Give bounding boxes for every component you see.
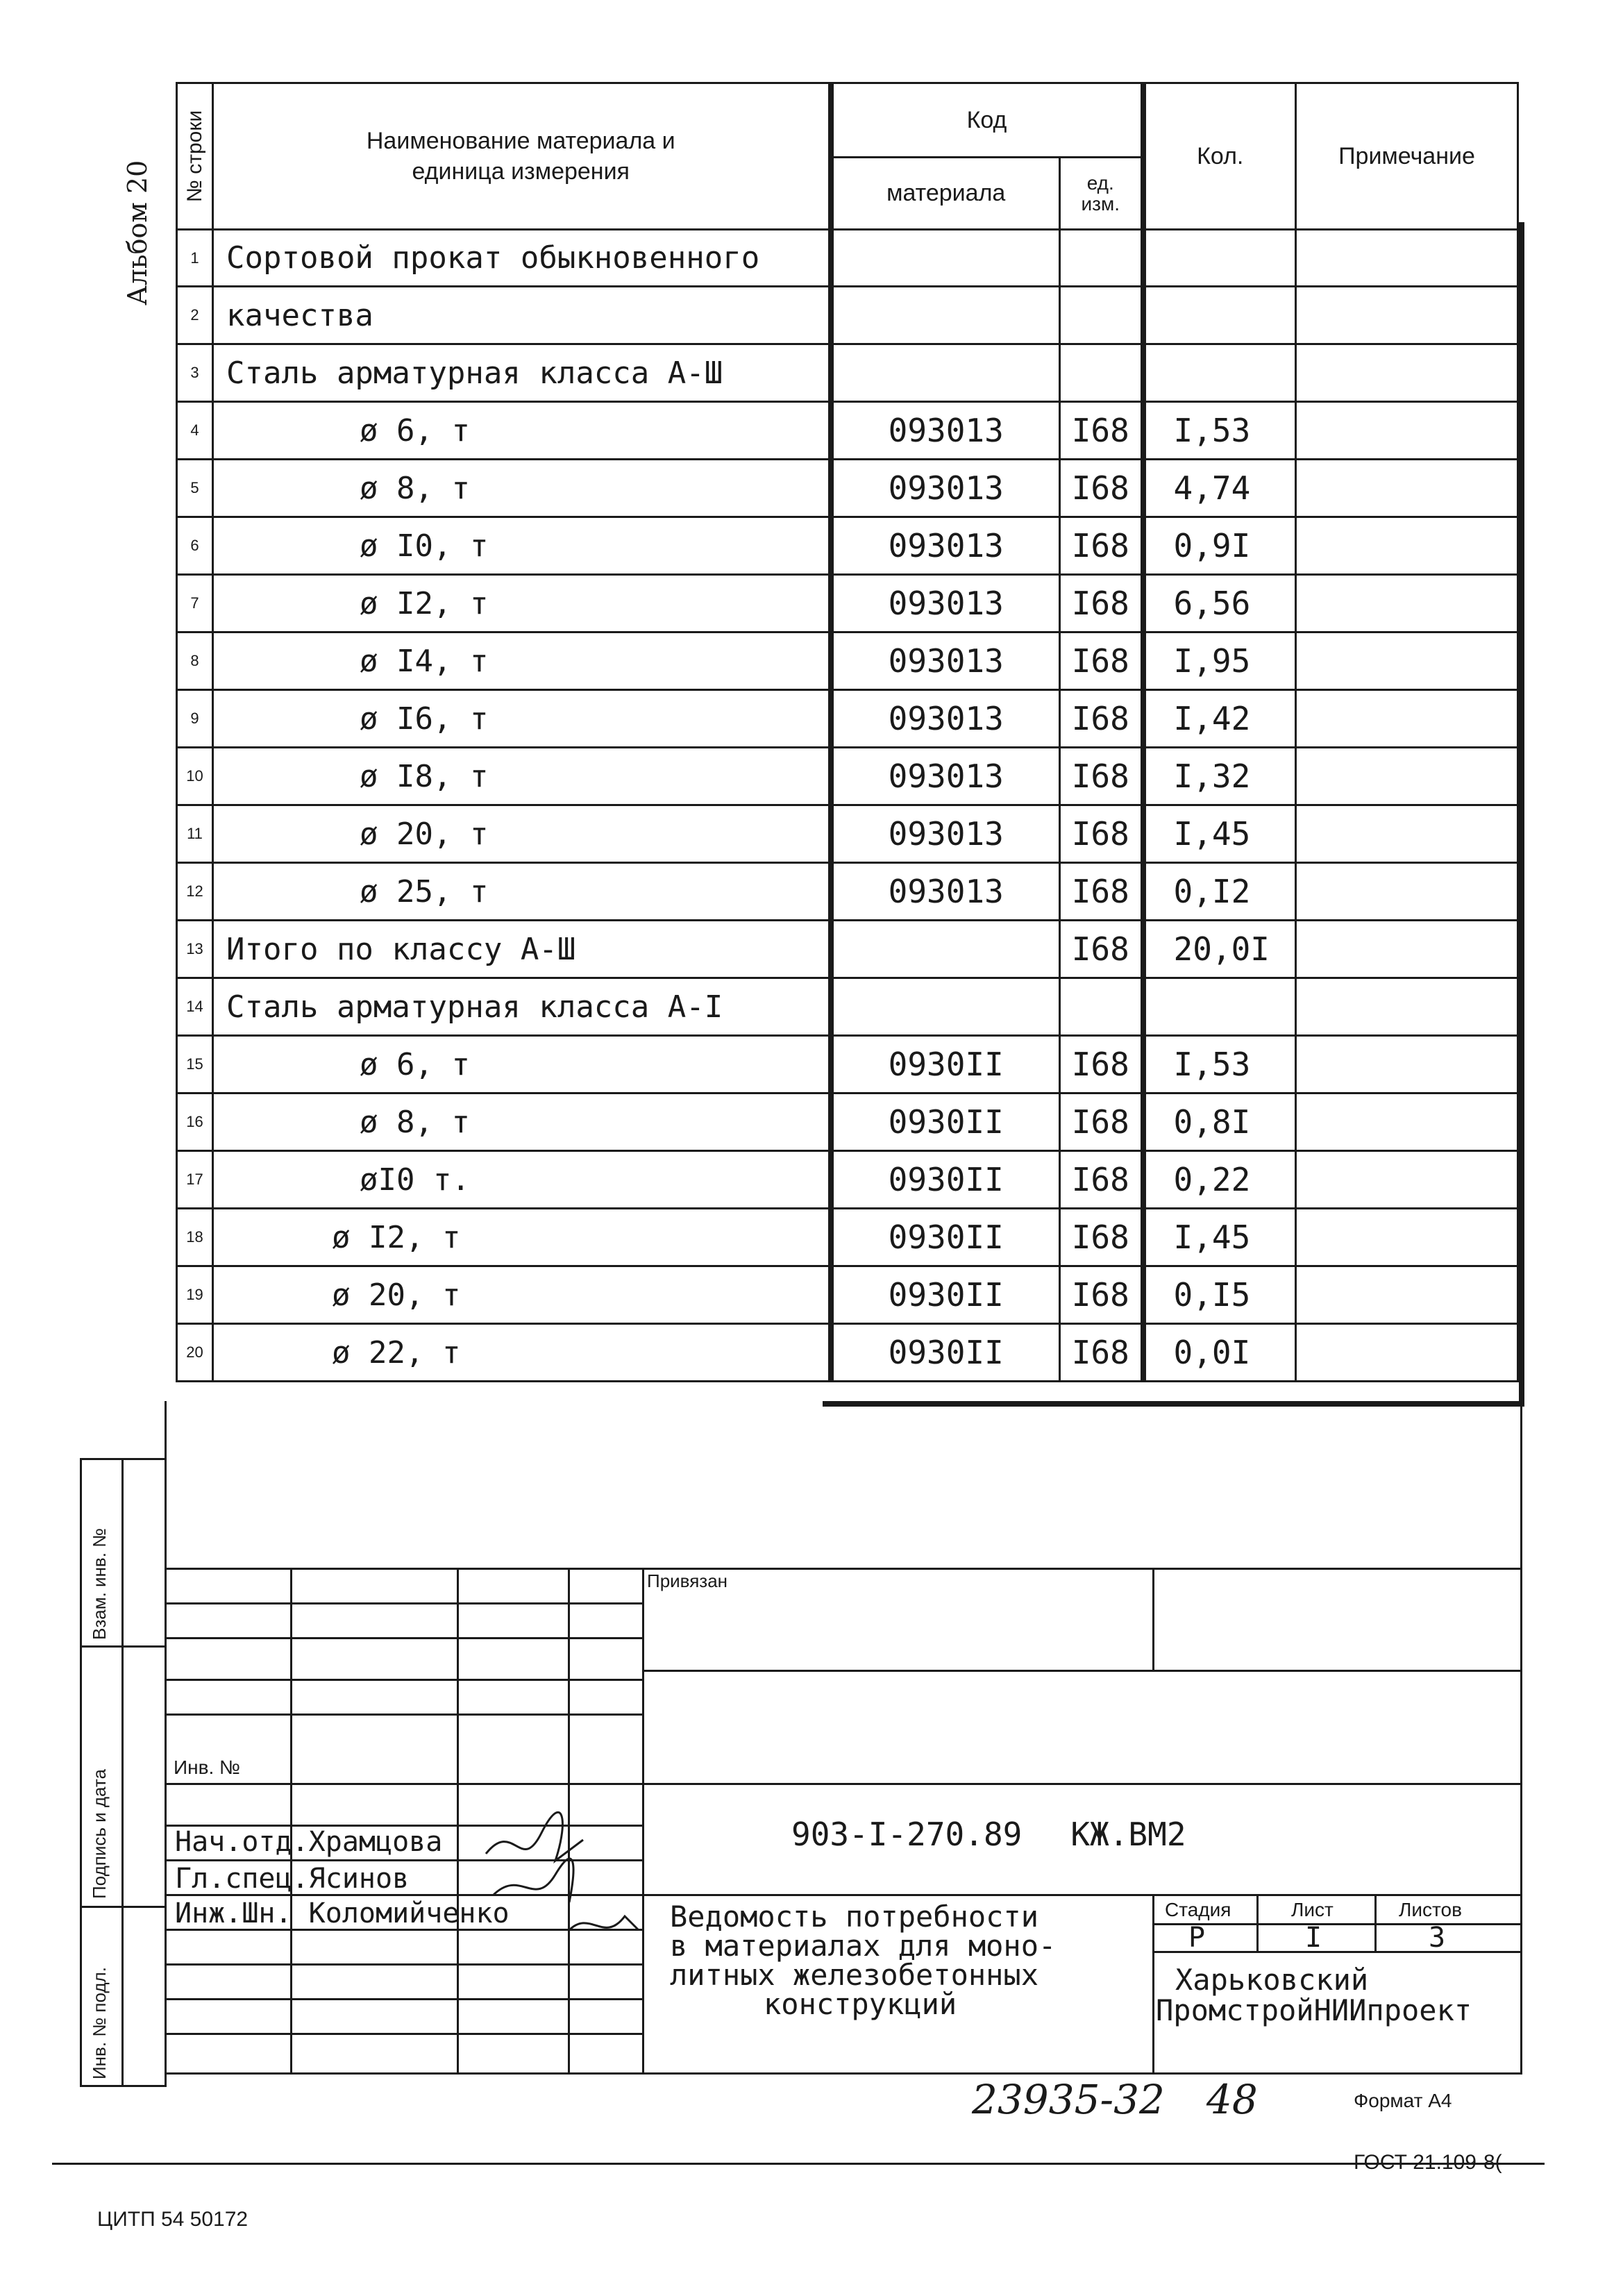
header-code-material: материала bbox=[831, 158, 1060, 230]
table-row bbox=[177, 460, 1518, 517]
row-number: 5 bbox=[177, 460, 213, 517]
material-name: ø I6, т bbox=[213, 690, 831, 748]
quantity: 0,22 bbox=[1143, 1151, 1296, 1209]
row-number: 11 bbox=[177, 805, 213, 863]
quantity bbox=[1143, 344, 1296, 402]
materials-table bbox=[176, 82, 1519, 1382]
unit-code: I68 bbox=[1060, 1036, 1143, 1093]
material-code: 093013 bbox=[831, 575, 1060, 632]
inv-no-label: Инв. № bbox=[174, 1757, 241, 1778]
note bbox=[1296, 344, 1518, 402]
unit-code: I68 bbox=[1060, 632, 1143, 690]
material-name: ø I0, т bbox=[213, 517, 831, 575]
quantity: I,45 bbox=[1143, 805, 1296, 863]
header-code-unit: ед. изм. bbox=[1060, 158, 1143, 230]
quantity bbox=[1143, 230, 1296, 287]
table-row bbox=[177, 517, 1518, 575]
table-row bbox=[177, 402, 1518, 460]
note bbox=[1296, 632, 1518, 690]
quantity: 6,56 bbox=[1143, 575, 1296, 632]
material-name: ø 6, т bbox=[213, 1036, 831, 1093]
material-name: ø I8, т bbox=[213, 748, 831, 805]
unit-code: I68 bbox=[1060, 517, 1143, 575]
material-name: ø I2, т bbox=[213, 575, 831, 632]
header-row-no: № строки bbox=[177, 83, 213, 230]
note bbox=[1296, 1266, 1518, 1324]
row-number: 14 bbox=[177, 978, 213, 1036]
material-code: 093013 bbox=[831, 402, 1060, 460]
unit-code: I68 bbox=[1060, 1151, 1143, 1209]
material-name: ø 20, т bbox=[213, 805, 831, 863]
material-code bbox=[831, 287, 1060, 344]
row-number: 1 bbox=[177, 230, 213, 287]
quantity: I,42 bbox=[1143, 690, 1296, 748]
stamp-div-2 bbox=[80, 1906, 167, 1908]
note bbox=[1296, 978, 1518, 1036]
unit-code bbox=[1060, 230, 1143, 287]
material-code bbox=[831, 921, 1060, 978]
table-row bbox=[177, 1036, 1518, 1093]
material-name: качества bbox=[213, 287, 831, 344]
row-number: 8 bbox=[177, 632, 213, 690]
unit-code: I68 bbox=[1060, 863, 1143, 921]
material-name: ø 8, т bbox=[213, 1093, 831, 1151]
table-row bbox=[177, 1209, 1518, 1266]
material-name: ø I4, т bbox=[213, 632, 831, 690]
material-name: Сталь арматурная класса А-I bbox=[213, 978, 831, 1036]
album-label: Альбом 20 bbox=[122, 160, 153, 305]
unit-code: I68 bbox=[1060, 805, 1143, 863]
table-row bbox=[177, 921, 1518, 978]
tb-frame-right bbox=[1520, 1401, 1522, 2073]
note bbox=[1296, 1324, 1518, 1382]
sheets-label: Листов bbox=[1399, 1899, 1462, 1920]
tb-frame-left bbox=[165, 1401, 167, 2087]
unit-code: I68 bbox=[1060, 690, 1143, 748]
material-code bbox=[831, 230, 1060, 287]
material-code: 0930II bbox=[831, 1036, 1060, 1093]
material-code: 093013 bbox=[831, 632, 1060, 690]
material-code: 093013 bbox=[831, 805, 1060, 863]
header-note: Примечание bbox=[1296, 83, 1518, 230]
quantity: I,45 bbox=[1143, 1209, 1296, 1266]
table-row bbox=[177, 632, 1518, 690]
podpis-data-label: Подпись и дата bbox=[89, 1768, 110, 1899]
table-row bbox=[177, 748, 1518, 805]
signatures bbox=[472, 1791, 653, 1951]
note bbox=[1296, 1093, 1518, 1151]
row-number: 16 bbox=[177, 1093, 213, 1151]
row-number: 15 bbox=[177, 1036, 213, 1093]
stamp-div-1 bbox=[80, 1645, 167, 1648]
row-number: 19 bbox=[177, 1266, 213, 1324]
quantity: 0,I2 bbox=[1143, 863, 1296, 921]
row-number: 6 bbox=[177, 517, 213, 575]
unit-code: I68 bbox=[1060, 1324, 1143, 1382]
row-number: 10 bbox=[177, 748, 213, 805]
row-number: 20 bbox=[177, 1324, 213, 1382]
row-number: 17 bbox=[177, 1151, 213, 1209]
table-row bbox=[177, 344, 1518, 402]
material-name: ø I2, т bbox=[213, 1209, 831, 1266]
quantity: I,53 bbox=[1143, 1036, 1296, 1093]
quantity: 0,9I bbox=[1143, 517, 1296, 575]
material-name: ø 25, т bbox=[213, 863, 831, 921]
footer-right: ГОСТ 21.109-8( bbox=[1354, 2151, 1502, 2174]
quantity: 4,74 bbox=[1143, 460, 1296, 517]
quantity: I,53 bbox=[1143, 402, 1296, 460]
table-row bbox=[177, 1266, 1518, 1324]
unit-code: I68 bbox=[1060, 1093, 1143, 1151]
table-bottom-rule bbox=[823, 1401, 1524, 1407]
note bbox=[1296, 1151, 1518, 1209]
material-code: 0930II bbox=[831, 1209, 1060, 1266]
material-name: Итого по классу А-Ш bbox=[213, 921, 831, 978]
material-code: 0930II bbox=[831, 1151, 1060, 1209]
row-number: 12 bbox=[177, 863, 213, 921]
vzam-inv-label: Взам. инв. № bbox=[89, 1527, 110, 1640]
table-row bbox=[177, 863, 1518, 921]
footer-rule bbox=[52, 2163, 1545, 2165]
table-row bbox=[177, 690, 1518, 748]
table-row bbox=[177, 978, 1518, 1036]
quantity: 0,8I bbox=[1143, 1093, 1296, 1151]
unit-code bbox=[1060, 978, 1143, 1036]
doc-code: 903-I-270.89 КЖ.ВМ2 bbox=[791, 1816, 1186, 1853]
material-code: 0930II bbox=[831, 1266, 1060, 1324]
row-number: 18 bbox=[177, 1209, 213, 1266]
unit-code: I68 bbox=[1060, 460, 1143, 517]
quantity bbox=[1143, 978, 1296, 1036]
stamp-bottom bbox=[80, 2085, 167, 2087]
archive-number: 23935-32 48 bbox=[972, 2076, 1258, 2123]
quantity: I,32 bbox=[1143, 748, 1296, 805]
table-row bbox=[177, 287, 1518, 344]
note bbox=[1296, 921, 1518, 978]
note bbox=[1296, 805, 1518, 863]
format-label: Формат А4 bbox=[1354, 2090, 1452, 2111]
sheet-value: I bbox=[1305, 1922, 1322, 1954]
tb-frame-bottom bbox=[165, 2072, 1522, 2075]
org-name: Харьковский ПромстройНИИпроект bbox=[1156, 1963, 1472, 2028]
quantity: 0,0I bbox=[1143, 1324, 1296, 1382]
inzh: Инж.Шн. Коломийченко bbox=[175, 1897, 510, 1929]
table-row bbox=[177, 230, 1518, 287]
unit-code: I68 bbox=[1060, 402, 1143, 460]
unit-code: I68 bbox=[1060, 1209, 1143, 1266]
footer-left: ЦИТП 54 50172 bbox=[97, 2208, 249, 2231]
material-code: 093013 bbox=[831, 460, 1060, 517]
material-code: 093013 bbox=[831, 863, 1060, 921]
unit-code: I68 bbox=[1060, 575, 1143, 632]
table-row bbox=[177, 1151, 1518, 1209]
unit-code: I68 bbox=[1060, 1266, 1143, 1324]
row-number: 3 bbox=[177, 344, 213, 402]
row-number: 9 bbox=[177, 690, 213, 748]
row-number: 13 bbox=[177, 921, 213, 978]
material-code: 0930II bbox=[831, 1093, 1060, 1151]
note bbox=[1296, 690, 1518, 748]
stamp-inner-border bbox=[121, 1458, 124, 2086]
material-code: 0930II bbox=[831, 1324, 1060, 1382]
header-qty: Кол. bbox=[1143, 83, 1296, 230]
note bbox=[1296, 1036, 1518, 1093]
row-number: 2 bbox=[177, 287, 213, 344]
table-row bbox=[177, 1093, 1518, 1151]
material-name: Сталь арматурная класса А-Ш bbox=[213, 344, 831, 402]
stamp-left-border bbox=[80, 1458, 82, 2086]
material-code: 093013 bbox=[831, 517, 1060, 575]
note bbox=[1296, 575, 1518, 632]
note bbox=[1296, 863, 1518, 921]
sheets-value: 3 bbox=[1429, 1922, 1446, 1954]
material-code: 093013 bbox=[831, 748, 1060, 805]
privyazan-label: Привязан bbox=[647, 1570, 728, 1591]
quantity: 20,0I bbox=[1143, 921, 1296, 978]
table-row bbox=[177, 1324, 1518, 1382]
sheet-label: Лист bbox=[1291, 1899, 1334, 1920]
note bbox=[1296, 748, 1518, 805]
material-name: ø 20, т bbox=[213, 1266, 831, 1324]
quantity bbox=[1143, 287, 1296, 344]
unit-code bbox=[1060, 287, 1143, 344]
note bbox=[1296, 402, 1518, 460]
row-number: 7 bbox=[177, 575, 213, 632]
note bbox=[1296, 517, 1518, 575]
material-name: ø 6, т bbox=[213, 402, 831, 460]
stage-label: Стадия bbox=[1165, 1899, 1231, 1920]
material-code: 093013 bbox=[831, 690, 1060, 748]
unit-code: I68 bbox=[1060, 921, 1143, 978]
table-row bbox=[177, 805, 1518, 863]
header-code: Код bbox=[831, 83, 1143, 158]
inv-podl-label: Инв. № подл. bbox=[89, 1967, 110, 2079]
material-name: øI0 т. bbox=[213, 1151, 831, 1209]
note bbox=[1296, 1209, 1518, 1266]
note bbox=[1296, 287, 1518, 344]
material-name: ø 22, т bbox=[213, 1324, 831, 1382]
quantity: 0,I5 bbox=[1143, 1266, 1296, 1324]
unit-code bbox=[1060, 344, 1143, 402]
gl-spec: Гл.спец.Ясинов bbox=[175, 1863, 410, 1895]
stamp-top bbox=[80, 1458, 167, 1460]
stage-value: Р bbox=[1188, 1922, 1206, 1954]
header-name: Наименование материала и единица измерения bbox=[213, 83, 831, 230]
material-code bbox=[831, 978, 1060, 1036]
doc-title: Ведомость потребности в материалах для моно- литных железобетонных конструкций bbox=[670, 1900, 1057, 2021]
note bbox=[1296, 230, 1518, 287]
row-number: 4 bbox=[177, 402, 213, 460]
unit-code: I68 bbox=[1060, 748, 1143, 805]
table-right-rule bbox=[1519, 222, 1524, 1407]
quantity: I,95 bbox=[1143, 632, 1296, 690]
material-name: Сортовой прокат обыкновенного bbox=[213, 230, 831, 287]
material-name: ø 8, т bbox=[213, 460, 831, 517]
table-row bbox=[177, 575, 1518, 632]
note bbox=[1296, 460, 1518, 517]
nach-otd: Нач.отд.Храмцова bbox=[175, 1826, 443, 1858]
material-code bbox=[831, 344, 1060, 402]
